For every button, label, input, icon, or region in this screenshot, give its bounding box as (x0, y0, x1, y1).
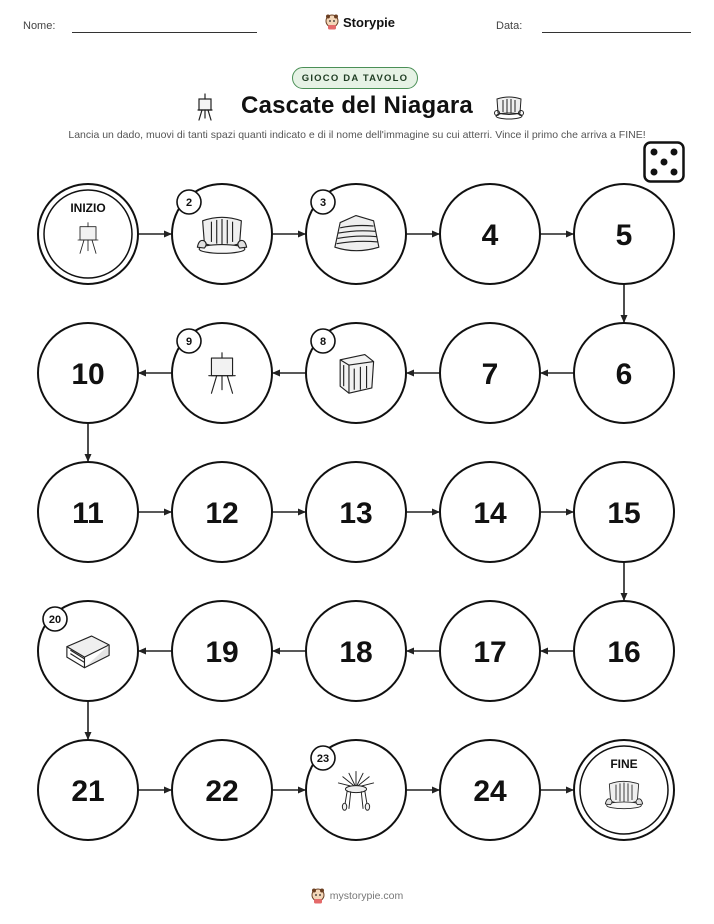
board-space-21 (38, 740, 138, 840)
waterfall-icon (605, 781, 642, 808)
board-space-6 (574, 323, 674, 423)
board-space-10 (38, 323, 138, 423)
space-number: 10 (71, 358, 105, 391)
board-space-18 (306, 601, 406, 701)
board-space-19 (172, 601, 272, 701)
board-space-23 (306, 740, 406, 840)
space-number: 7 (481, 358, 499, 391)
space-number: 20 (48, 614, 62, 626)
instructions: Lancia un dado, muovi di tanti spazi quanti indicato e di il nome dell'immagine su cui atterri. Vince il primo che arriva a FINE! (68, 129, 646, 141)
board-space-inizio (38, 184, 138, 284)
space-number: 16 (607, 636, 641, 669)
date-label: Data: (496, 20, 523, 32)
board-space-14 (440, 462, 540, 562)
page-title: Cascate del Niagara (241, 92, 473, 119)
board-space-12 (172, 462, 272, 562)
board-space-5 (574, 184, 674, 284)
space-number: 3 (319, 197, 327, 209)
space-number: 15 (607, 497, 641, 530)
board-space-fine (574, 740, 674, 840)
space-label: INIZIO (70, 201, 106, 215)
space-number: 6 (615, 358, 633, 391)
board-space-11 (38, 462, 138, 562)
space-number: 12 (205, 497, 239, 530)
space-number: 24 (473, 775, 507, 808)
space-number: 4 (481, 219, 499, 252)
space-number: 17 (473, 636, 507, 669)
tree-stump-icon (340, 355, 373, 394)
brand-name: Storypie (343, 14, 396, 30)
board-space-24 (440, 740, 540, 840)
space-number: 21 (71, 775, 105, 808)
board-space-22 (172, 740, 272, 840)
waterfall-icon (197, 217, 246, 253)
space-number: 2 (185, 197, 193, 209)
board-space-16 (574, 601, 674, 701)
board-space-8 (306, 323, 406, 423)
storypie-mascot-icon (311, 888, 325, 904)
space-number: 23 (316, 753, 330, 765)
board-space-3 (306, 184, 406, 284)
board-space-13 (306, 462, 406, 562)
board-spaces (38, 184, 674, 840)
board-space-20 (38, 601, 138, 701)
space-number: 14 (473, 497, 507, 530)
space-number: 11 (72, 497, 104, 530)
easel-icon (78, 223, 98, 254)
board-space-17 (440, 601, 540, 701)
space-number: 5 (615, 219, 633, 252)
space-number: 9 (185, 336, 193, 348)
easel-icon (209, 353, 235, 393)
board-space-9 (172, 323, 272, 423)
board-space-7 (440, 323, 540, 423)
board-space-2 (172, 184, 272, 284)
space-number: 18 (339, 636, 373, 669)
space-number: 8 (319, 336, 327, 348)
name-label: Nome: (23, 20, 56, 32)
board-space-4 (440, 184, 540, 284)
game-type-badge: GIOCO DA TAVOLO (292, 67, 418, 89)
footer (0, 888, 714, 904)
space-number: 22 (205, 775, 239, 808)
space-number: 13 (339, 497, 373, 530)
space-number: 19 (205, 636, 239, 669)
footer-url[interactable]: mystorypie.com (329, 890, 404, 902)
space-label: FINE (610, 757, 638, 771)
board-space-15 (574, 462, 674, 562)
